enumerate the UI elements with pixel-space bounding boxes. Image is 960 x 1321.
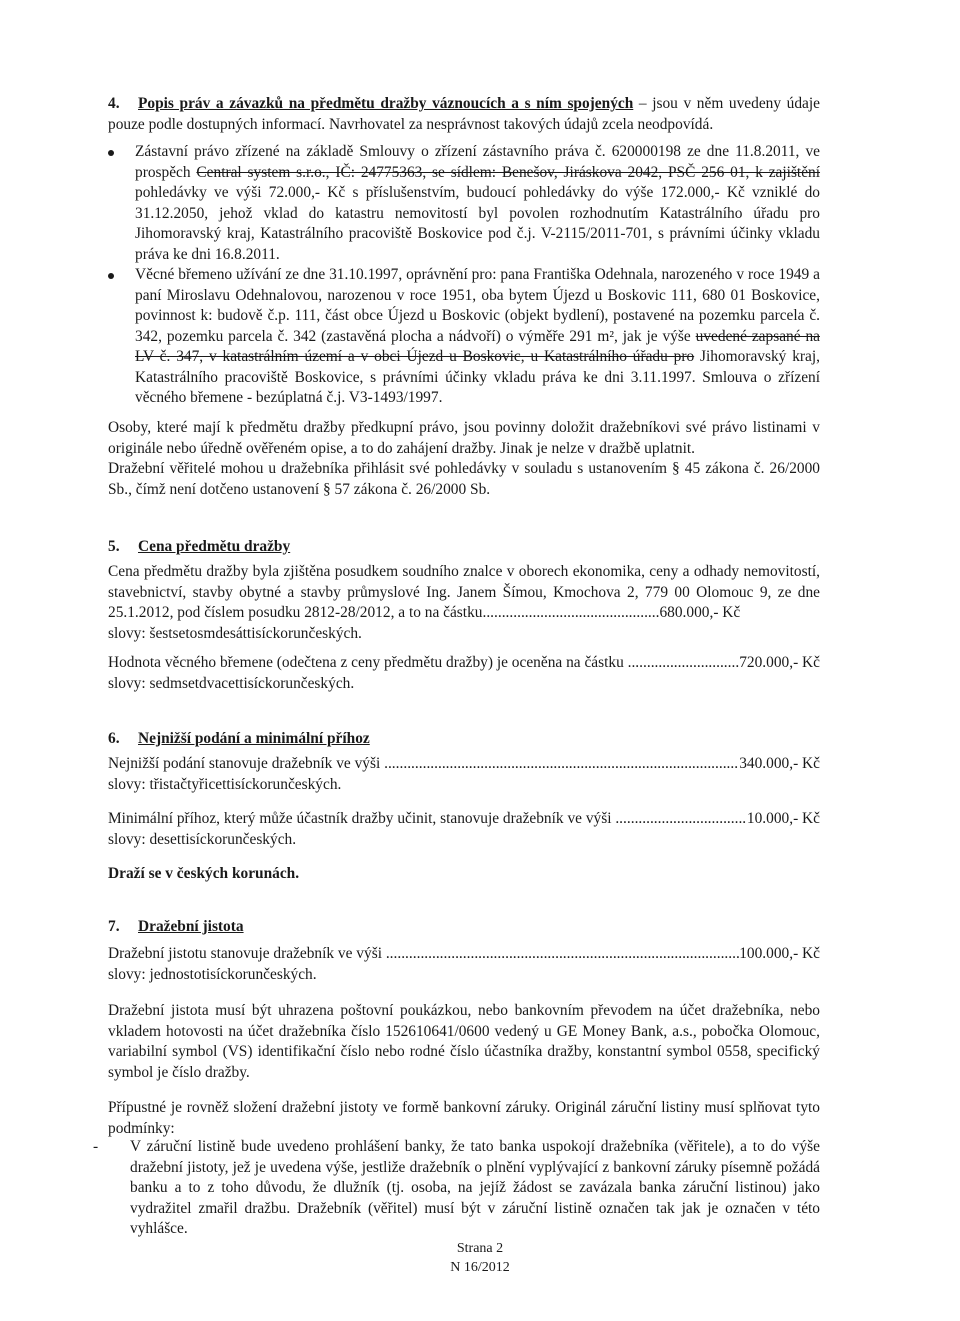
easement-value-in-words: slovy: sedmsetdvacettisíckorunčeských. [108, 674, 355, 692]
lien-text-part-1: Zástavní právo zřízené na základě Smlouvy o zřízení zástavního práva č. 620000198 ze dne 11.8.2011, ve prospěch [135, 143, 820, 181]
currency-note: Draží se v českých korunách. [108, 865, 300, 882]
section-4-number: 4. [108, 95, 120, 112]
section-5-title: Cena předmětu dražby [138, 538, 291, 555]
min-increment-block [108, 809, 820, 850]
deposit-amount: 100.000,- Kč [739, 945, 820, 962]
list-dash: - [93, 1138, 99, 1155]
deposit-text: Dražební jistotu stanovuje dražebník ve výši ..... [108, 944, 739, 965]
guarantee-condition-text: V záruční listině bude uvedeno prohlášení banky, že tato banka uspokojí dražebníka (věřitele), a to do výše dražební jistoty, jež je uvedena výše, jestliže dražebník o plnění vyplývající z bankovní záruky písemně požádá banku a to z toho důvodu, že dlužník (tj. osoba, na jejíž žádost se zavázala banka záruční listinou) jako vydražitel zmařil dražbu. Dražebník (věřitel) musí být v záruční listině označen tak jak je označen v této vyhlášce. [130, 1138, 820, 1237]
lowest-bid-text: Nejnižší podání stanovuje dražebník ve výši ..... [108, 754, 739, 775]
section-6-title: Nejnižší podání a minimální příhoz [138, 730, 370, 747]
easement-value-amount: 720.000,- Kč [739, 654, 820, 671]
section-5-number: 5. [108, 538, 120, 555]
lien-text-part-2: pohledávky ve výši 72.000,- Kč s příslušenstvím, budoucí pohledávky do výše 172.000,- Kč vzniklé do 31.12.2050, jehož vklad do katastru nemovitostí byl povolen rozhodnutím Katastrálního úřadu pro Jihomoravský kraj, Katastrálního pracoviště Boskovice pod č.j. V-2115/2011-701, s právními účinky vkladu práva ke dni 16.8.2011. [135, 184, 820, 263]
bullet-dot [108, 150, 114, 156]
min-increment-text: Minimální příhoz, který může účastník dražby učinit, stanovuje dražebník ve výši ..... [108, 809, 747, 830]
price-block [108, 562, 820, 644]
easement-text-struck: uvedené zapsané na LV č. 347, v katastrálním území a v obci Újezd u Boskovic, u Katastrálního úřadu pro [135, 327, 820, 365]
creditors-paragraph: Dražební věřitelé mohou u dražebníka přihlásit své pohledávky v souladu s ustanovením § 45 zákona č. 26/2000 Sb., čímž není dotčeno ustanovení § 57 zákona č. 26/2000 Sb. [108, 460, 820, 498]
lien-text [135, 142, 820, 265]
section-4-title: Popis práv a závazků na předmětu dražby váznoucích a s ním spojených [138, 95, 634, 112]
lien-bullet [108, 142, 820, 265]
easement-text-part-2: Jihomoravský kraj, Katastrálního pracoviště Boskovice, s právními účinky vkladu práva ke dni 3.11.1997. Smlouva o zřízení věcného břemene - bezúplatná č.j. V3-1493/1997. [135, 348, 820, 406]
lien-text-struck: Central system s.r.o., IČ: 24775363, se sídlem: Benešov, Jiráskova 2042, PSČ 256 01, k zajištění [196, 163, 821, 181]
deposit-payment-paragraph: Dražební jistota musí být uhrazena poštovní poukázkou, nebo bankovním převodem na účet dražebníka, nebo vkladem hotovosti na účet dražebníka číslo 152610641/0600 vedený u GE Money Bank, a.s., pobočka Olomouc, variabilní symbol (VS) identifikační číslo nebo rodné číslo účastníka dražby, konstantní symbol 0558, specifický symbol je číslo dražby. [108, 1002, 820, 1081]
lowest-bid-in-words: slovy: třistačtyřicettisíckorunčeských. [108, 775, 342, 793]
price-text: Cena předmětu dražby byla zjištěna posudkem soudního znalce v oborech ekonomika, ceny a odhady nemovitostí, stavebnictví, stavby obytné a stavby průmyslové Ing. Janem Šímou, Kmochova 2, 779 00 Olomouc 9, ze dne 25.1.2012, pod číslem posudku 2812-28/2012, a to na částku [108, 563, 820, 621]
easement-value-text: Hodnota věcného břemene (odečtena z ceny předmětu dražby) je oceněna na částku ..... [108, 653, 739, 674]
section-7-number: 7. [108, 918, 120, 935]
easement-bullet [108, 265, 820, 409]
easement-value-block [108, 653, 820, 694]
lowest-bid-amount: 340.000,- Kč [739, 755, 820, 772]
section-4-title-rest: – jsou v něm uvedeny údaje pouze podle dostupných informací. Navrhovatel za nesprávnost takových údajů zcela neodpovídá. [108, 95, 820, 133]
page-footer [0, 1239, 960, 1277]
price-amount: 680.000,- Kč [659, 604, 741, 621]
lowest-bid-line [108, 754, 820, 775]
lowest-bid-block [108, 754, 820, 795]
section-5-heading [108, 537, 290, 558]
page-number: Strana 2 [456, 1241, 504, 1256]
deposit-line [108, 944, 820, 965]
section-6-number: 6. [108, 730, 120, 747]
min-increment-line [108, 809, 820, 830]
preemption-paragraph: Osoby, které mají k předmětu dražby předkupní právo, jsou povinny doložit dražebníkovi své právo listinami v originále nebo úředně ověřeném opise, a to do zahájení dražby. Jinak je nelze v dražbě uplatnit. [108, 419, 820, 457]
section-4-intro [108, 94, 820, 135]
section-7-title: Dražební jistota [138, 918, 244, 935]
document-number: N 16/2012 [450, 1260, 510, 1275]
guarantee-condition-item [93, 1137, 820, 1240]
bank-guarantee-paragraph: Přípustné je rovněž složení dražební jistoty ve formě bankovní záruky. Originál záruční listiny musí splňovat tyto podmínky: [108, 1099, 820, 1137]
section-7-heading [108, 917, 244, 938]
min-increment-amount: 10.000,- Kč [746, 810, 820, 827]
section-6-heading [108, 729, 370, 750]
easement-text-part-1: Věcné břemeno užívání ze dne 31.10.1997, oprávnění pro: pana Františka Odehnala, narozeného v roce 1949 a paní Miroslavu Odehnalovou, narozenou v roce 1951, oba bytem Újezd u Boskovic 111, 680 01 Boskovice, povinnost k: budově č.p. 111, část obce Újezd u Boskovic (objekt bydlení), postavené na pozemku parcela č. 342, pozemku parcela č. 342 (zastavěná plocha a nádvoří) o výměře 291 m², jak je výše [135, 266, 820, 345]
min-increment-in-words: slovy: desettisíckorunčeských. [108, 830, 297, 848]
easement-value-line [108, 653, 820, 674]
price-in-words: slovy: šestsetosmdesáttisíckorunčeských. [108, 624, 362, 642]
deposit-in-words: slovy: jednostotisíckorunčeských. [108, 965, 317, 983]
bullet-dot [108, 273, 114, 279]
easement-text [135, 265, 820, 409]
price-paragraph: Cena předmětu dražby byla zjištěna posudkem soudního znalce v oborech ekonomika, ceny a odhady nemovitostí, stavebnictví, stavby obytné a stavby průmyslové Ing. Janem Šímou, Kmochova 2, 779 00 Olomouc 9, ze dne 25.1.2012, pod číslem posudku 2812-28/2012, a to na částku..............................................680.000,- Kč [108, 563, 820, 621]
deposit-block [108, 944, 820, 985]
